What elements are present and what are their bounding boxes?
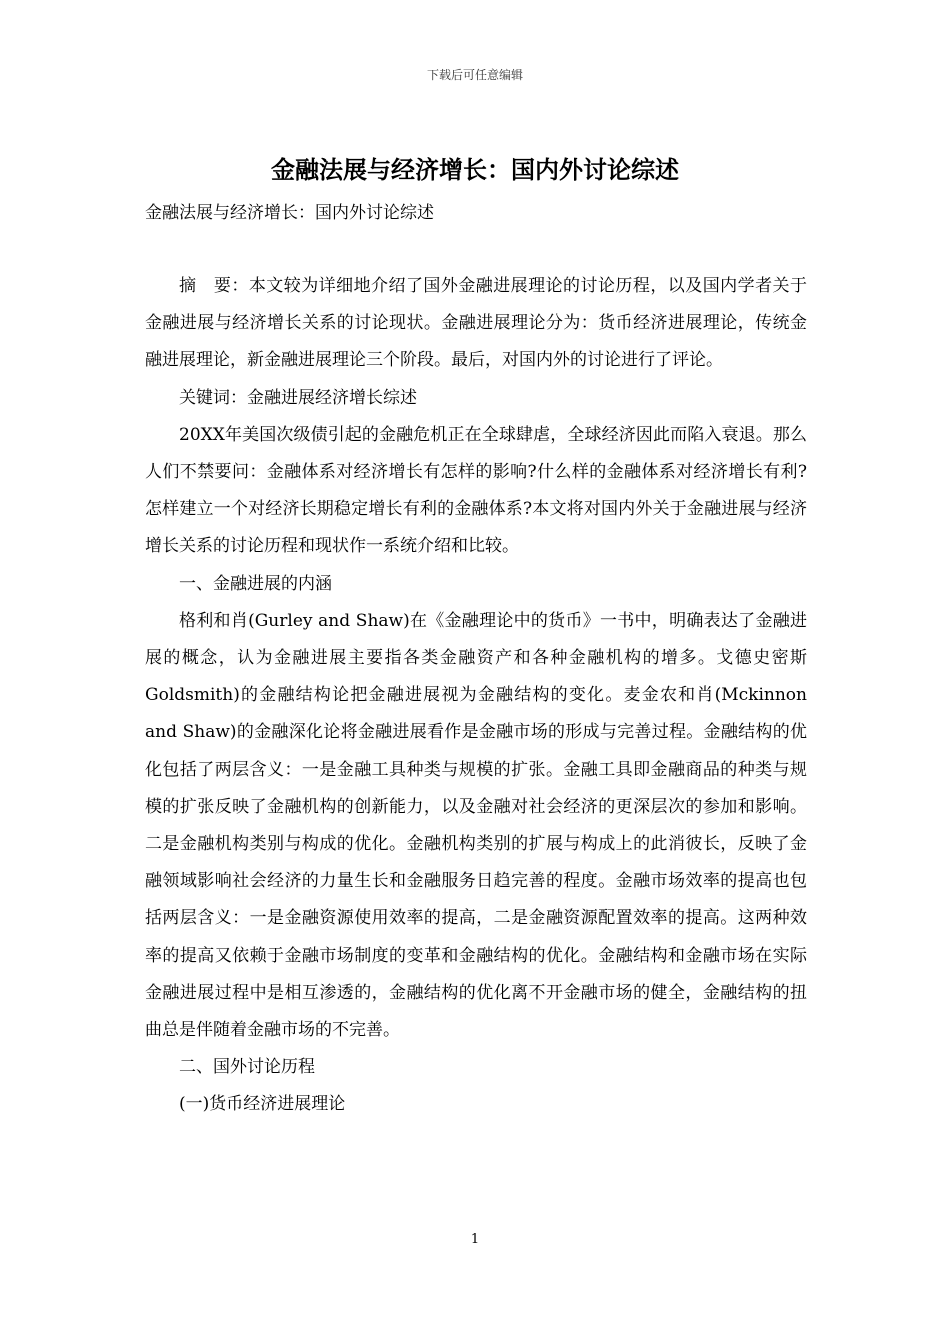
page-header-note: 下载后可任意编辑 (426, 68, 523, 82)
section-heading-2: 二、国外讨论历程 (179, 1057, 315, 1078)
document-title: 金融法展与经济增长：国内外讨论综述 (271, 155, 679, 184)
body-paragraph: 格利和肖(Gurley and Shaw)在《金融理论中的货币》一书中，明确表达了金融进展的概念，认为金融进展主要指各类金融资产和各种金融机构的增多。戈德史密斯Goldsmith)的金融结构论把金融进展视为金融结构的变化。麦金农和肖(Mckinnon and Shaw)的金融深化论将金融进展看作是金融市场的形成与完善过程。金融结构的优化包括了两层含义：一是金融工具种类与规模的扩张。金融工具即金融商品的种类与规模的扩张反映了金融机构的创新能力，以及金融对社会经济的更深层次的参加和影响。二是金融机构类别与构成的优化。金融机构类别的扩展与构成上的此消彼长，反映了金融领域影响社会经济的力量生长和金融服务日趋完善的程度。金融市场效率的提高也包括两层含义：一是金融资源使用效率的提高，二是金融资源配置效率的提高。这两种效率的提高又依赖于金融市场制度的变革和金融结构的优化。金融结构和金融市场在实际金融进展过程中是相互渗透的，金融结构的优化离不开金融市场的健全，金融结构的扭曲总是伴随着金融市场的不完善。 (145, 610, 807, 1041)
keywords-paragraph: 关键词：金融进展经济增长综述 (179, 387, 417, 408)
document-body (145, 268, 807, 1124)
abstract-paragraph: 摘 要：本文较为详细地介绍了国外金融进展理论的讨论历程，以及国内学者关于金融进展与经济增长关系的讨论现状。金融进展理论分为：货币经济进展理论，传统金融进展理论，新金融进展理论三个阶段。最后，对国内外的讨论进行了评论。 (145, 276, 807, 371)
page-number: 1 (470, 1232, 480, 1247)
subsection-heading-1: (一)货币经济进展理论 (179, 1094, 346, 1115)
document-subtitle: 金融法展与经济增长：国内外讨论综述 (145, 203, 434, 223)
section-heading-1: 一、金融进展的内涵 (179, 573, 332, 594)
intro-paragraph: 20XX年美国次级债引起的金融危机正在全球肆虐，全球经济因此而陷入衰退。那么人们不禁要问：金融体系对经济增长有怎样的影响?什么样的金融体系对经济增长有利?怎样建立一个对经济长期稳定增长有利的金融体系?本文将对国内外关于金融进展与经济增长关系的讨论历程和现状作一系统介绍和比较。 (145, 424, 807, 557)
